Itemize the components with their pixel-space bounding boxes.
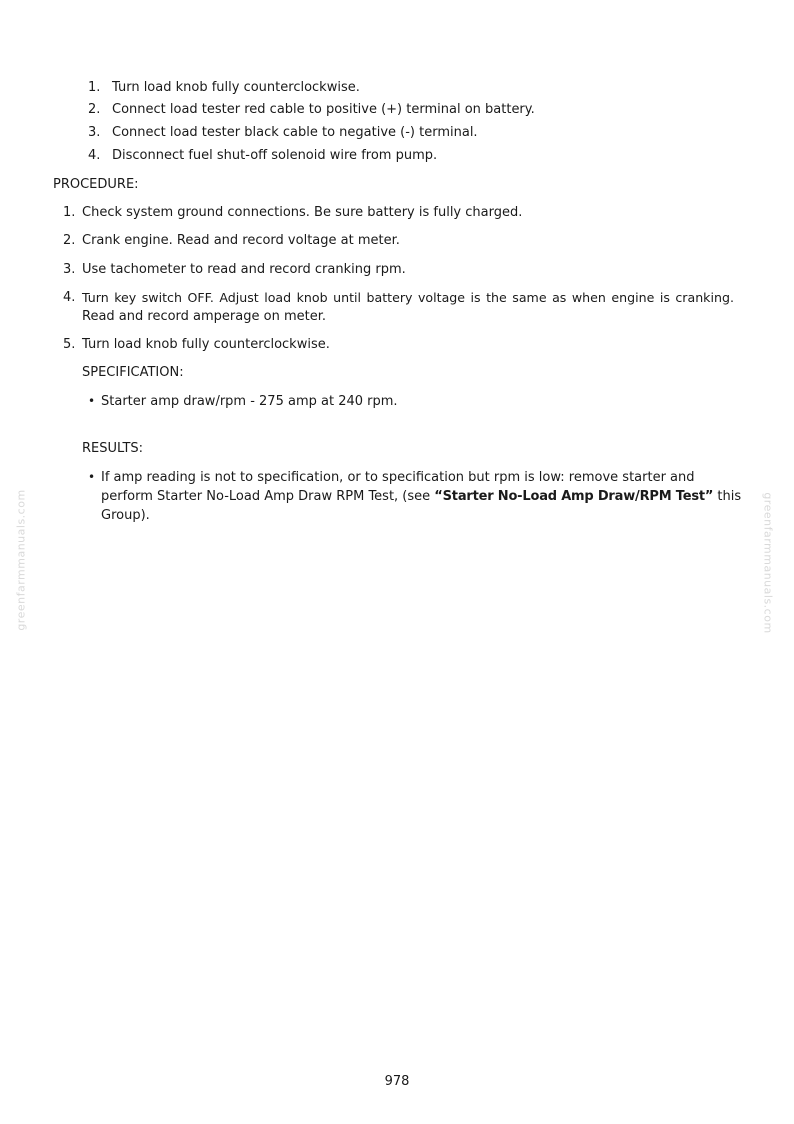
- setup-step-text: Connect load tester black cable to negative (-) terminal.: [112, 125, 478, 140]
- setup-step-text: Connect load tester red cable to positive (+) terminal on battery.: [112, 102, 535, 117]
- procedure-step-number: 4.: [63, 290, 76, 305]
- procedure-step-number: 1.: [63, 205, 76, 220]
- procedure-step-number: 5.: [63, 337, 76, 352]
- setup-step-number: 4.: [88, 148, 101, 163]
- procedure-step-text: Check system ground connections. Be sure battery is fully charged.: [82, 205, 523, 220]
- setup-step-text: Disconnect fuel shut-off solenoid wire from pump.: [112, 148, 438, 163]
- starter-no-load-test-link[interactable]: “Starter No-Load Amp Draw/RPM Test”: [434, 489, 714, 504]
- procedure-step-text-continued: Read and record amperage on meter.: [82, 309, 326, 324]
- results-bullet: •: [88, 470, 96, 484]
- procedure-step-text: Crank engine. Read and record voltage at meter.: [82, 233, 400, 248]
- procedure-step-number: 3.: [63, 262, 76, 277]
- watermark-right: greenfarmmanuals.com: [761, 492, 775, 634]
- setup-step-number: 1.: [88, 80, 101, 95]
- specification-item: Starter amp draw/rpm - 275 amp at 240 rpm.: [101, 394, 398, 409]
- results-text-line-3: Group).: [101, 508, 150, 523]
- procedure-step-number: 2.: [63, 233, 76, 248]
- setup-step-number: 3.: [88, 125, 101, 140]
- results-text-suffix: this: [713, 489, 742, 504]
- results-heading: RESULTS:: [82, 441, 144, 456]
- procedure-step-text: Use tachometer to read and record cranking rpm.: [82, 262, 406, 277]
- results-text-line-2: [101, 488, 741, 506]
- specification-bullet: •: [88, 394, 96, 408]
- procedure-step-text: Turn load knob fully counterclockwise.: [82, 337, 330, 352]
- watermark-left: greenfarmmanuals.com: [14, 489, 28, 631]
- setup-step-number: 2.: [88, 102, 101, 117]
- results-text-prefix: perform Starter No-Load Amp Draw RPM Test, (see: [101, 489, 435, 504]
- results-text-line-1: If amp reading is not to specification, or to specification but rpm is low: remove starter and: [101, 470, 695, 485]
- specification-heading: SPECIFICATION:: [82, 365, 184, 380]
- procedure-step-text: Turn key switch OFF. Adjust load knob until battery voltage is the same as when engine is cranking.: [82, 290, 734, 305]
- setup-step-text: Turn load knob fully counterclockwise.: [112, 80, 360, 95]
- page-number: 978: [384, 1074, 410, 1089]
- procedure-heading: PROCEDURE:: [53, 177, 139, 192]
